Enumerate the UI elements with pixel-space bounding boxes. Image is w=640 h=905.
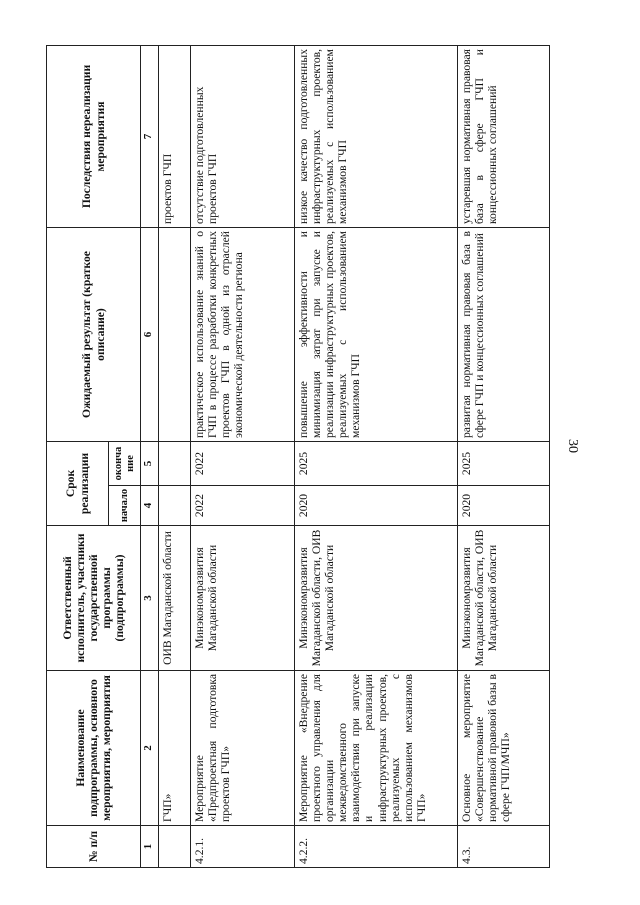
row-consequences: проектов ГЧП: [159, 46, 191, 228]
column-number: 7: [141, 46, 159, 228]
row-num: 4.2.2.: [295, 826, 458, 868]
header-num: № п/п: [47, 826, 141, 868]
header-row: [47, 46, 109, 868]
column-number: 2: [141, 671, 159, 826]
header-end: оконча ние: [109, 442, 141, 486]
row-responsible: Минэкономразвития Магаданской области, ОИВ Магаданской области: [295, 526, 458, 671]
table-row: [458, 46, 550, 868]
header-period: Срок реализации: [47, 442, 109, 526]
row-num: [159, 826, 191, 868]
row-result: повышение эффективности и минимизация затрат при запуске и реализации инфраструктурных проектов, реализуемых с использованием механизмов ГЧП: [295, 228, 458, 442]
header-start: начало: [109, 486, 141, 526]
rotated-table-container: [46, 46, 549, 868]
header-result: Ожидаемый результат (краткое описание): [47, 228, 141, 442]
row-responsible: Минэкономразвития Магаданской области, ОИВ Магаданской области: [458, 526, 550, 671]
column-number: 3: [141, 526, 159, 671]
page-number: 30: [565, 439, 580, 453]
column-number: 5: [141, 442, 159, 486]
row-result: [159, 228, 191, 442]
row-start: 2020: [458, 486, 550, 526]
row-num: 4.3.: [458, 826, 550, 868]
table-row: [191, 46, 295, 868]
column-number: 4: [141, 486, 159, 526]
row-name: Мероприятие «Предпроектная подготовка проектов ГЧП»: [191, 671, 295, 826]
row-start: 2022: [191, 486, 295, 526]
column-number: 1: [141, 826, 159, 868]
row-end: 2025: [295, 442, 458, 486]
row-result: развитая нормативная правовая база в сфере ГЧП и концессионных соглашений: [458, 228, 550, 442]
row-result: практическое использование знаний о ГЧП в процессе разработки конкретных проектов ГЧП в одной из отраслей экономической деятельности региона: [191, 228, 295, 442]
row-end: [159, 442, 191, 486]
column-number: 6: [141, 228, 159, 442]
row-name: Мероприятие «Внедрение проектного управления для организации межведомственного взаимодействия при запуске и реализации инфраструктурных проектов, реализуемых с использованием механизмов ГЧП»: [295, 671, 458, 826]
table-row: [159, 46, 191, 868]
program-measures-table: [46, 45, 550, 868]
row-name: ГЧП»: [159, 671, 191, 826]
row-consequences: устаревшая нормативная правовая база в сфере ГЧП и концессионных соглашений: [458, 46, 550, 228]
table-row: [295, 46, 458, 868]
row-consequences: отсутствие подготовленных проектов ГЧП: [191, 46, 295, 228]
row-name: Основное мероприятие «Совершенствование нормативной правовой базы в сфере ГЧП/МЧП»: [458, 671, 550, 826]
row-responsible: ОИВ Магаданской области: [159, 526, 191, 671]
row-consequences: низкое качество подготовленных инфраструктурных проектов, реализуемых с использованием механизмов ГЧП: [295, 46, 458, 228]
row-start: 2020: [295, 486, 458, 526]
row-start: [159, 486, 191, 526]
header-responsible: Ответственный исполнитель, участники государственной программы (подпрограммы): [47, 526, 141, 671]
column-numbers-row: [141, 46, 159, 868]
header-name: Наименование подпрограммы, основного мероприятия, мероприятия: [47, 671, 141, 826]
row-end: 2022: [191, 442, 295, 486]
row-end: 2025: [458, 442, 550, 486]
row-num: 4.2.1.: [191, 826, 295, 868]
row-responsible: Минэкономразвития Магаданской области: [191, 526, 295, 671]
header-consequences: Последствия нереализации мероприятия: [47, 46, 141, 228]
